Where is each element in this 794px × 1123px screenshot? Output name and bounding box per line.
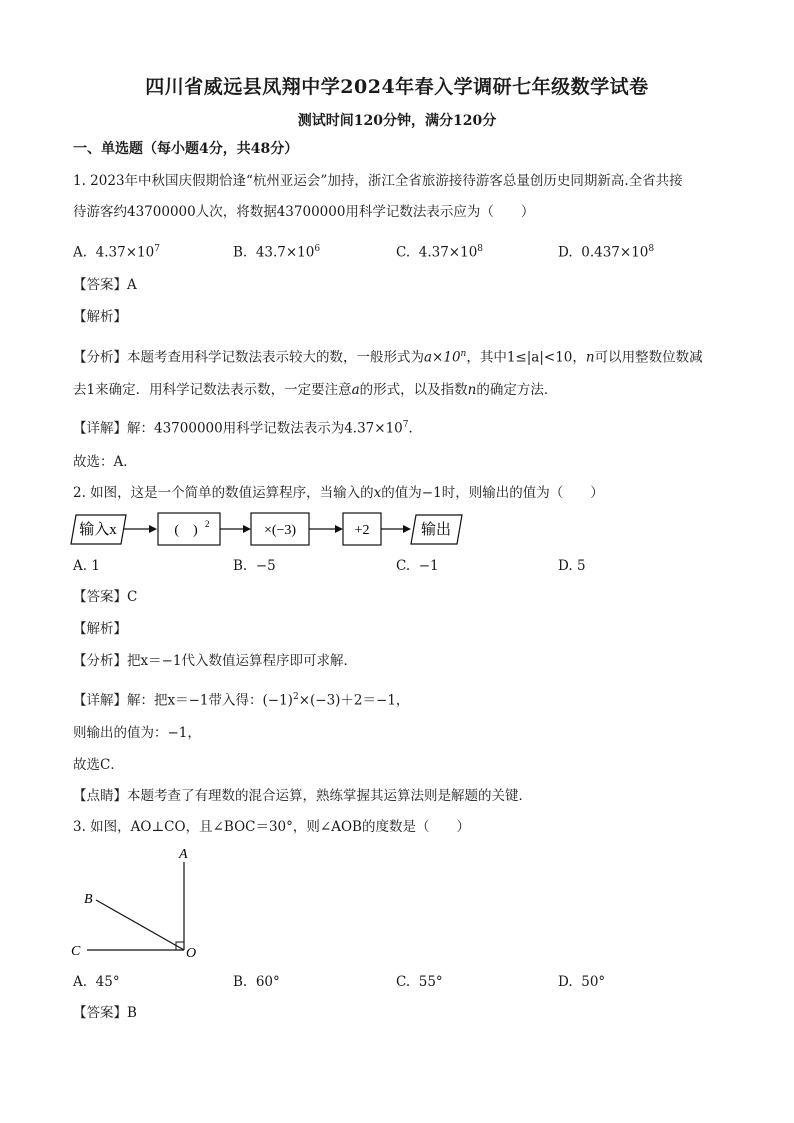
q1-answer: 【答案】A xyxy=(73,277,137,293)
q3-option-c: C. 55° xyxy=(396,974,443,990)
flow-step2-text: ×(−3) xyxy=(263,523,297,538)
q1-stem-line1: 1. 2023年中秋国庆假期恰逢“杭州亚运会”加持，浙江全省旅游接待游客总量创历史同期新高.全省共接 xyxy=(73,173,683,189)
q1-jiexi: 【解析】 xyxy=(73,309,127,325)
page-title: 四川省威远县凤翔中学2024年春入学调研七年级数学试卷 xyxy=(145,76,649,98)
q2-jiexi: 【解析】 xyxy=(73,621,127,637)
q2-choice: 故选C． xyxy=(73,757,124,773)
q1-fenxi-line2: 去1来确定．用科学记数法表示数，一定要注意a的形式，以及指数n的确定方法． xyxy=(73,382,558,398)
flow-arrowhead-4 xyxy=(403,525,411,533)
q2-option-b: B. −5 xyxy=(233,558,276,574)
flow-step3-box xyxy=(343,513,381,545)
flow-step2-box xyxy=(251,513,309,545)
flow-step1-box xyxy=(158,513,220,545)
q2-option-c: C. −1 xyxy=(396,558,439,574)
q2-xiangjie: 【详解】解：把x＝−1带入得：$(-1)^2\times(-3)+2=-1$， xyxy=(73,692,410,709)
flow-step1-text: ( ) xyxy=(174,523,198,538)
flow-arrowhead-3 xyxy=(335,525,343,533)
q1-option-b: B. $43.7\times 10^6$ xyxy=(233,244,321,261)
q3-option-a: A. 45° xyxy=(73,974,120,990)
q2-option-d: D. 5 xyxy=(558,558,586,574)
flow-output-box xyxy=(411,515,462,544)
flow-arrowhead-1 xyxy=(149,525,157,533)
ray-ob xyxy=(96,900,184,950)
label-o: O xyxy=(186,946,197,961)
q3-stem: 3. 如图，AO⊥CO，且∠BOC＝30°，则∠AOB的度数是（ ） xyxy=(73,819,470,835)
q1-xiangjie: 【详解】解：43700000用科学记数法表示为$4.37\times 10^7$． xyxy=(73,420,422,437)
flow-step1-exp: 2 xyxy=(205,519,210,529)
q1-option-a: A. $4.37\times 10^7$ xyxy=(73,244,160,261)
label-a: A xyxy=(179,847,188,862)
q2-answer: 【答案】C xyxy=(73,589,138,605)
flow-arrowhead-2 xyxy=(243,525,251,533)
label-c: C xyxy=(71,944,81,959)
section-heading: 一、单选题（每小题4分，共48分） xyxy=(73,141,299,157)
q2-output-line: 则输出的值为：−1， xyxy=(73,725,201,741)
right-angle-mark xyxy=(176,942,184,950)
q1-fenxi-line1: 【分析】本题考查用科学记数法表示较大的数，一般形式为$a\times 10^n$，其中1≤|a|<10，n可以用整数位数减 xyxy=(73,349,703,366)
q3-answer: 【答案】B xyxy=(73,1005,137,1021)
q1-option-c: C. $4.37\times 10^8$ xyxy=(396,244,484,261)
q2-fenxi: 【分析】把x＝−1代入数值运算程序即可求解． xyxy=(73,653,358,669)
q2-option-a: A. 1 xyxy=(73,558,100,574)
flow-output-text: 输出 xyxy=(420,522,452,538)
flow-input-text: 输入x xyxy=(79,522,117,538)
q1-choice: 故选：A． xyxy=(73,454,137,470)
q3-option-d: D. 50° xyxy=(558,974,606,990)
q2-dianjing: 【点睛】本题考查了有理数的混合运算，熟练掌握其运算法则是解题的关键． xyxy=(73,788,532,804)
q3-option-b: B. 60° xyxy=(233,974,280,990)
flow-input-box xyxy=(71,515,126,544)
q1-option-d: D. $0.437\times 10^8$ xyxy=(558,244,655,261)
label-b: B xyxy=(84,892,93,907)
page-subtitle: 测试时间120分钟，满分120分 xyxy=(297,113,497,129)
q2-stem: 2. 如图，这是一个简单的数值运算程序，当输入的x的值为−1时，则输出的值为（ ） xyxy=(73,485,604,501)
q1-stem-line2: 待游客约43700000人次，将数据43700000用科学记数法表示应为（ ） xyxy=(73,204,535,220)
flow-step3-text: +2 xyxy=(354,523,370,538)
